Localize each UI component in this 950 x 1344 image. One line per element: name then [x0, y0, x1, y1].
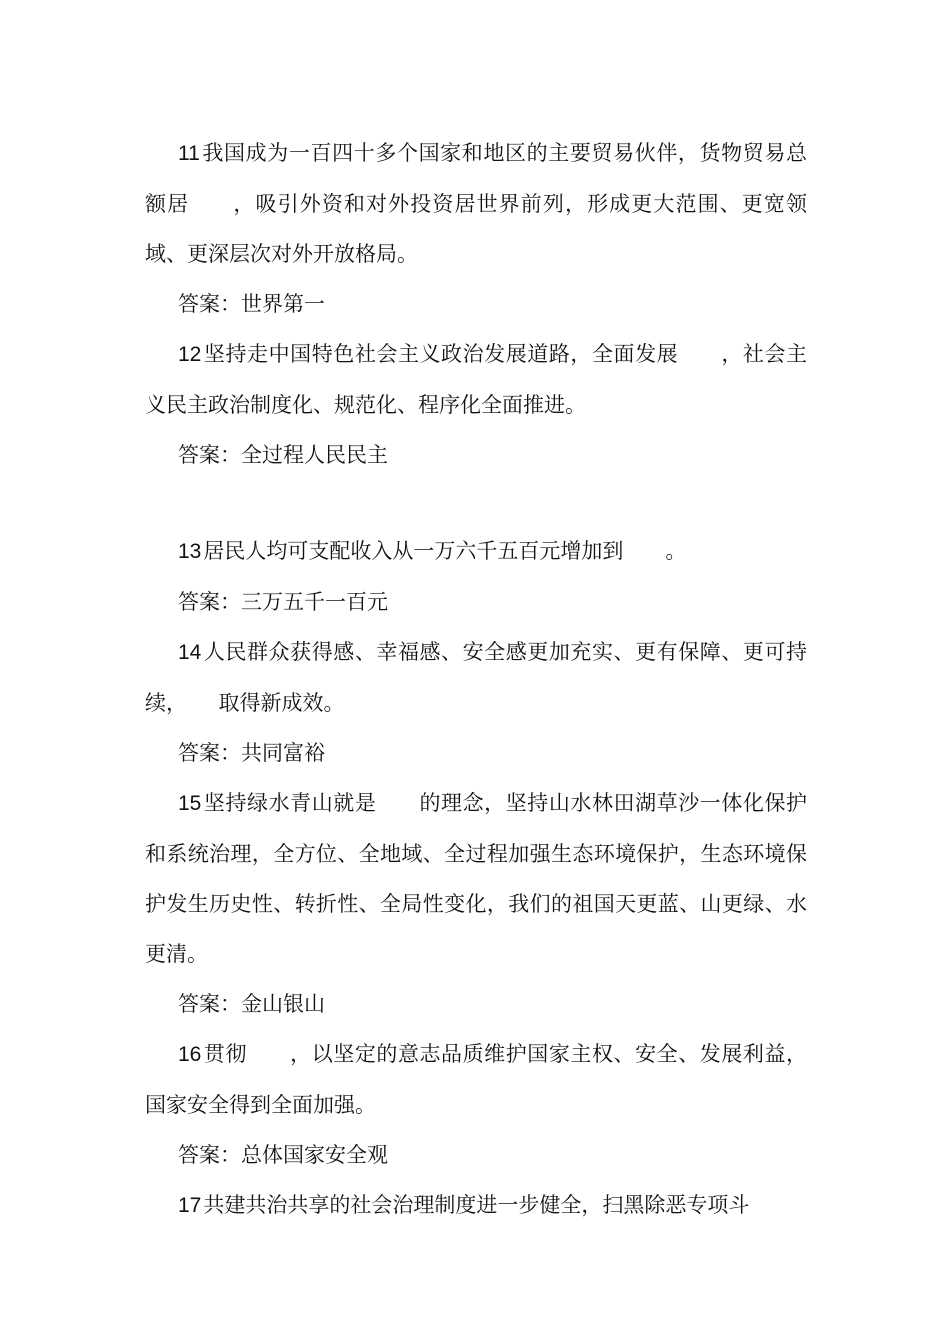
question-text: 坚持走中国特色社会主义政治发展道路，全面发展 ，社会主义民主政治制度化、规范化、程序化全面推进。	[145, 342, 807, 417]
question-number: 16	[178, 1043, 202, 1066]
answer-11: 答案：世界第一	[178, 292, 325, 316]
answer-15: 答案：金山银山	[178, 992, 325, 1016]
question-number: 11	[178, 142, 200, 165]
question-number: 14	[178, 641, 202, 664]
question-11	[145, 128, 807, 279]
question-text: 贯彻 ，以坚定的意志品质维护国家主权、安全、发展利益，国家安全得到全面加强。	[145, 1042, 807, 1117]
question-16	[145, 1029, 807, 1130]
question-number: 13	[178, 540, 202, 563]
blank-spacer	[145, 480, 807, 526]
question-number: 17	[178, 1194, 202, 1217]
question-number: 12	[178, 343, 202, 366]
question-15	[145, 778, 807, 979]
question-text: 坚持绿水青山就是 的理念，坚持山水林田湖草沙一体化保护和系统治理，全方位、全地域、全过程加强生态环境保护，生态环境保护发生历史性、转折性、全局性变化，我们的祖国天更蓝、山更绿、水更清。	[145, 791, 807, 966]
question-text: 人民群众获得感、幸福感、安全感更加充实、更有保障、更可持续， 取得新成效。	[145, 640, 807, 715]
question-text: 共建共治共享的社会治理制度进一步健全，扫黑除恶专项斗	[203, 1193, 750, 1217]
question-17	[145, 1180, 807, 1231]
question-text: 我国成为一百四十多个国家和地区的主要贸易伙伴，货物贸易总额居 ，吸引外资和对外投资居世界前列，形成更大范围、更宽领域、更深层次对外开放格局。	[145, 141, 807, 266]
question-13	[145, 526, 807, 577]
answer-12: 答案：全过程人民民主	[178, 443, 388, 467]
question-text: 居民人均可支配收入从一万六千五百元增加到 。	[203, 539, 687, 563]
question-number: 15	[178, 792, 202, 815]
document-body	[145, 128, 807, 1231]
answer-16: 答案：总体国家安全观	[178, 1143, 388, 1167]
question-14	[145, 627, 807, 728]
question-12	[145, 329, 807, 430]
answer-13: 答案：三万五千一百元	[178, 590, 388, 614]
answer-14: 答案：共同富裕	[178, 741, 325, 765]
